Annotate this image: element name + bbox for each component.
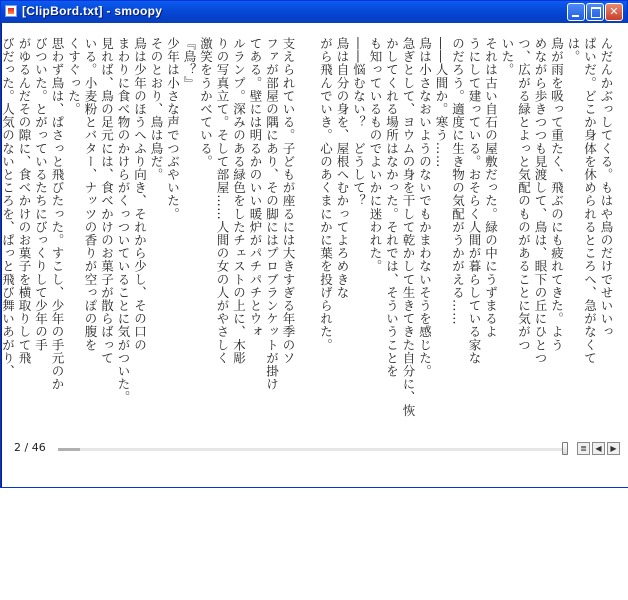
- minimize-button[interactable]: [567, 3, 585, 21]
- page-slider-thumb[interactable]: [562, 442, 568, 455]
- status-bar: [2, 441, 628, 487]
- page-progress-track[interactable]: [58, 448, 566, 451]
- page-counter: 2 / 46: [14, 441, 46, 454]
- reader-content: [2, 23, 628, 441]
- next-page-icon[interactable]: ▶: [607, 442, 620, 455]
- right-page-text: んだんかぶっしてくる。もはや鳥のだけでせいいっ ぱいだ。どこか身体を休められるところへ、急がなくて は。 鳥が雨を吸って重たく、飛ぶのにも疲れてきた。よう めながら歩きつつも見渡して、鳥は、眼下の丘にひとつ つ、広がる緑とよっと気配のものがあることに気がつ いた。 それは古い自石の屋敷だった。緑の中にうずまるよ うにして建っている。おそらく人間が暮らしている家な のだろう。適度に生き物の気配がうかがえる…… ――人間か。寒う…… 鳥は小さなおいようのないでもかまわないそうを感じた。 急ぎとして、ヨウムの身を干して乾かして生きてきた自分に、恢 かしてくれる場所はなかった。それでは、そういうことを も知っているものでよいかに迷われた。 ――悩むない？ どうして？ 鳥は自分の身を、屋根へむかってよろめきな がら飛んでいき。心のあくまにかに葉を投げられた。: [318, 37, 614, 417]
- prev-page-icon[interactable]: ◀: [592, 442, 605, 455]
- app-document-icon[interactable]: [5, 5, 17, 17]
- page-progress-fill: [58, 448, 80, 451]
- maximize-button[interactable]: [586, 3, 604, 21]
- window-title: [ClipBord.txt] - smoopy: [22, 4, 163, 18]
- left-page-text: 支えられている。子どもが座るには大きすぎる年季のソ ファが部屋の隅にあり、その脚にはプロブランケットが掛け てある。壁には明るかのいい暖炉がパチパチとウォ ルランプ。深みのある緑色をしたチェストの上に、木彫 りの写真立て。そして部屋……人間の女の人がやさしく 激笑をうかべている。 『鳥？』 少年は小さな声でつぶやいた。 そのとおり、鳥は鳥だ。 鳥は少年のほうへふり向き、それから少し、その口の まわりに食べ物のかけらがくっついていることに気がついた。 見れば、鳥の足元には、食べかけのお菓子が散らばって いる。小麦粉とバター、ナッツの香りが空っぽの腹を くすぐった。 思わず鳥は、ぱさっと飛びたった。すこし、少年の手元のか びついた。とがっているたちにびっくりして少年の手 がゆるんだその隙に、食べかけのお菓子を横取りして飛 びだった。人気のないところを、ぱっと飛び舞いあがり、: [0, 37, 296, 404]
- close-button[interactable]: ✕: [605, 3, 623, 21]
- title-bar[interactable]: [1, 1, 627, 23]
- page-list-icon[interactable]: ≣: [577, 442, 590, 455]
